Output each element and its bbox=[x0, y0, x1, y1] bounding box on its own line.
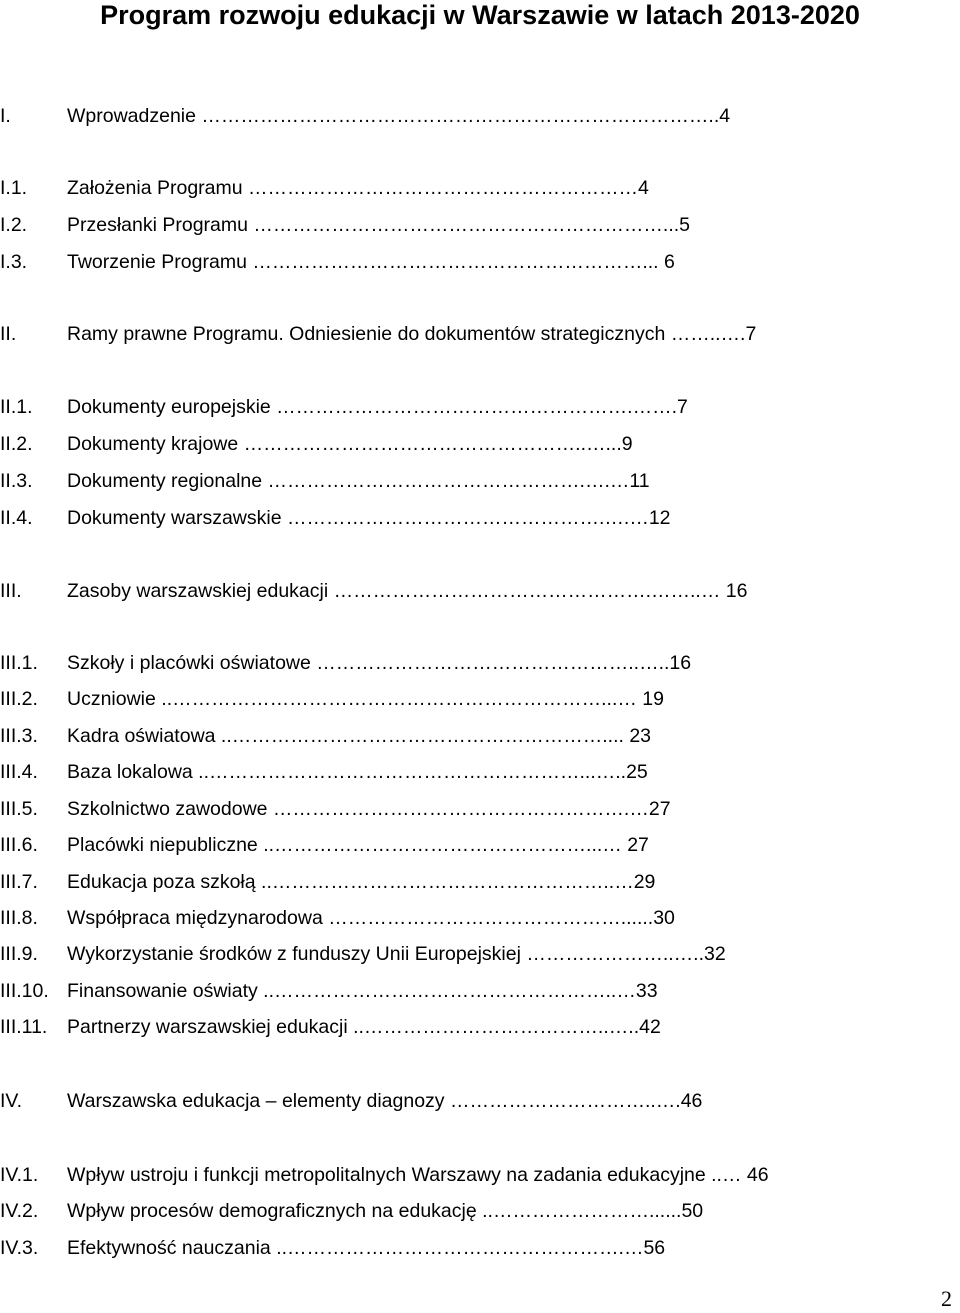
toc-entry-number: III.9. bbox=[0, 943, 38, 965]
toc-entry-number: I. bbox=[0, 105, 11, 127]
page-number: 2 bbox=[941, 1286, 952, 1311]
toc-entry-number: I.1. bbox=[0, 177, 28, 199]
toc-entry-iii-4[interactable] bbox=[0, 759, 960, 785]
toc-entry-ii-1[interactable] bbox=[0, 394, 960, 420]
toc-entry-iii-3[interactable] bbox=[0, 723, 960, 749]
toc-entry-text: Dokumenty warszawskie ………………………………………….….…12 bbox=[67, 507, 671, 529]
toc-entry-text: Kadra oświatowa ..………………………………………………….... 23 bbox=[67, 725, 652, 747]
toc-entry-text: Tworzenie Programu ……………………………………………………... 6 bbox=[67, 251, 675, 273]
toc-entry-ii[interactable] bbox=[0, 321, 960, 347]
toc-entry-text: Baza lokalowa ..…………………………………………………...…..25 bbox=[67, 761, 648, 783]
toc-entry-text: Przesłanki Programu ………………………………………………………...5 bbox=[67, 214, 691, 236]
toc-entry-iii-8[interactable] bbox=[0, 905, 960, 931]
toc-entry-i-1[interactable] bbox=[0, 175, 960, 201]
toc-entry-number: III.3. bbox=[0, 725, 38, 747]
document-title: Program rozwoju edukacji w Warszawie w latach 2013-2020 bbox=[100, 0, 860, 30]
toc-entry-number: I.2. bbox=[0, 214, 28, 236]
toc-entry-text: Finansowanie oświaty ..……………………………………………..…33 bbox=[67, 980, 658, 1002]
toc-entry-text: Założenia Programu ……………………………………………………4 bbox=[67, 177, 649, 199]
toc-entry-text: Dokumenty europejskie ……………………………………………….…….7 bbox=[67, 396, 688, 418]
toc-entry-number: III.1. bbox=[0, 652, 38, 674]
toc-entry-iii-1[interactable] bbox=[0, 650, 960, 676]
toc-entry-text: Dokumenty krajowe ……………………………………………..…...9 bbox=[67, 433, 633, 455]
toc-entry-number: III.6. bbox=[0, 834, 38, 856]
toc-entry-text: Współpraca międzynarodowa ………………………………………......30 bbox=[67, 907, 675, 929]
toc-entry-text: Szkoły i placówki oświatowe …………………………………………..…..16 bbox=[67, 652, 692, 674]
toc-entry-iv[interactable] bbox=[0, 1088, 960, 1114]
toc-entry-text: Ramy prawne Programu. Odniesienie do dokumentów strategicznych ……..….7 bbox=[67, 323, 757, 345]
toc-entry-number: II. bbox=[0, 323, 17, 345]
toc-entry-number: I.3. bbox=[0, 251, 28, 273]
toc-entry-number: III.11. bbox=[0, 1016, 48, 1038]
toc-entry-text: Wprowadzenie ……………………………………………………………………..4 bbox=[67, 105, 731, 127]
toc-entry-number: III.2. bbox=[0, 688, 38, 710]
toc-entry-ii-3[interactable] bbox=[0, 468, 960, 494]
toc-entry-number: III.7. bbox=[0, 871, 38, 893]
toc-entry-number: II.3. bbox=[0, 470, 33, 492]
toc-entry-number: IV. bbox=[0, 1090, 23, 1112]
toc-entry-i-2[interactable] bbox=[0, 212, 960, 238]
toc-entry-ii-2[interactable] bbox=[0, 431, 960, 457]
toc-entry-text: Zasoby warszawskiej edukacji ………………………………………….……..… 16 bbox=[67, 580, 748, 602]
toc-entry-iii-5[interactable] bbox=[0, 796, 960, 822]
toc-entry-number: IV.2. bbox=[0, 1200, 39, 1222]
toc-entry-iii-9[interactable] bbox=[0, 941, 960, 967]
toc-entry-number: II.2. bbox=[0, 433, 33, 455]
toc-entry-number: IV.3. bbox=[0, 1237, 39, 1259]
toc-entry-text: Dokumenty regionalne ………………………………………….….…11 bbox=[67, 470, 650, 492]
toc-entry-text: Partnerzy warszawskiej edukacji ..………………………………..…..42 bbox=[67, 1016, 661, 1038]
toc-entry-number: III.10. bbox=[0, 980, 49, 1002]
toc-entry-iii-7[interactable] bbox=[0, 869, 960, 895]
toc-entry-text: Placówki niepubliczne ..…………………………………………...… 27 bbox=[67, 834, 649, 856]
toc-entry-ii-4[interactable] bbox=[0, 505, 960, 531]
toc-entry-text: Wpływ ustroju i funkcji metropolitalnych Warszawy na zadania edukacyjne ..… 46 bbox=[67, 1164, 769, 1186]
toc-entry-iv-1[interactable] bbox=[0, 1162, 960, 1188]
toc-entry-number: III.4. bbox=[0, 761, 38, 783]
toc-entry-number: II.1. bbox=[0, 396, 33, 418]
toc-entry-i[interactable] bbox=[0, 103, 960, 129]
toc-entry-iii-11[interactable] bbox=[0, 1014, 960, 1040]
toc-entry-text: Wykorzystanie środków z funduszy Unii Europejskiej …………………..…..32 bbox=[67, 943, 726, 965]
toc-entry-iv-2[interactable] bbox=[0, 1198, 960, 1224]
toc-entry-text: Warszawska edukacja – elementy diagnozy …………………………..….46 bbox=[67, 1090, 703, 1112]
toc-entry-text: Uczniowie ..…………………………………………………………...… 19 bbox=[67, 688, 664, 710]
toc-entry-iii-10[interactable] bbox=[0, 978, 960, 1004]
toc-entry-text: Edukacja poza szkołą ..……………………………………………..…29 bbox=[67, 871, 656, 893]
toc-entry-iii[interactable] bbox=[0, 578, 960, 604]
toc-entry-text: Wpływ procesów demograficznych na edukację ..……………………......50 bbox=[67, 1200, 704, 1222]
toc-entry-i-3[interactable] bbox=[0, 249, 960, 275]
toc-entry-number: III.5. bbox=[0, 798, 38, 820]
toc-entry-iii-2[interactable] bbox=[0, 686, 960, 712]
toc-entry-number: II.4. bbox=[0, 507, 33, 529]
toc-entry-iv-3[interactable] bbox=[0, 1235, 960, 1261]
toc-entry-number: III.8. bbox=[0, 907, 38, 929]
toc-entry-text: Efektywność nauczania ..…………………………………………….…56 bbox=[67, 1237, 666, 1259]
toc-entry-text: Szkolnictwo zawodowe ……………………………………………….…27 bbox=[67, 798, 671, 820]
toc-entry-iii-6[interactable] bbox=[0, 832, 960, 858]
toc-entry-number: IV.1. bbox=[0, 1164, 39, 1186]
toc-entry-number: III. bbox=[0, 580, 22, 602]
